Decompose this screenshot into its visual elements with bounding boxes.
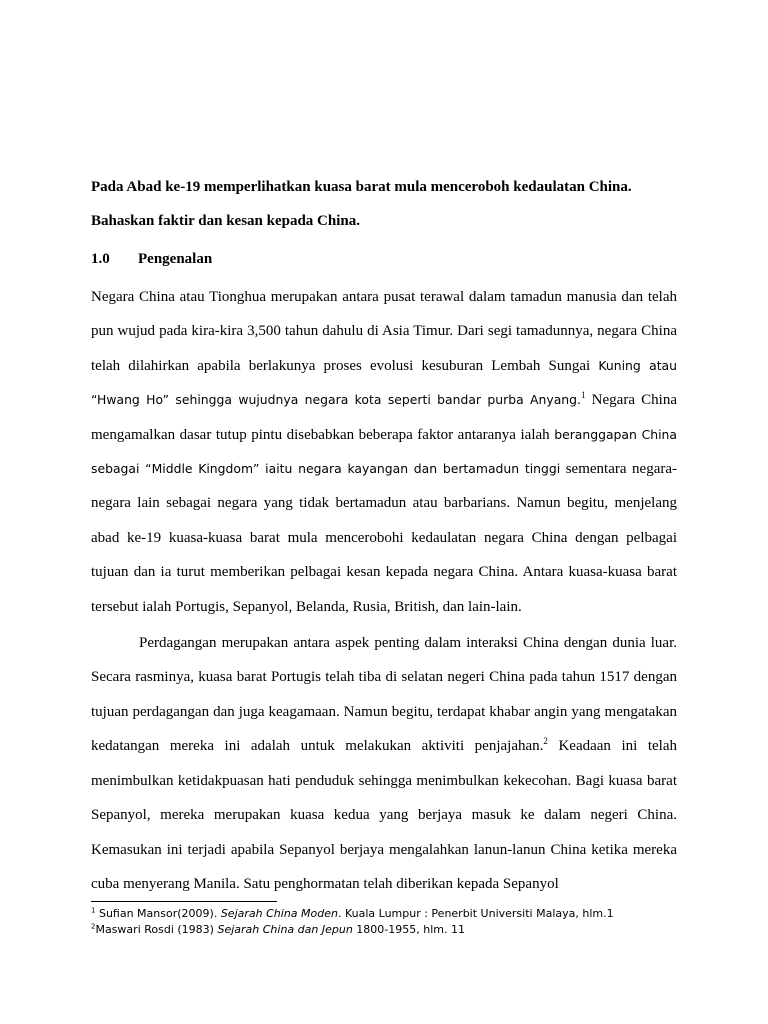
footnote-2-book-title: Sejarah China dan Jepun: [217, 923, 353, 936]
essay-question: [91, 170, 677, 238]
footnote-divider: [91, 901, 277, 902]
section-number: 1.0: [91, 251, 110, 267]
footnote-ref-2: 2: [543, 736, 548, 747]
paragraph-2-text-b: Keadaan ini telah menimbulkan ketidakpuasan hati penduduk sehingga menimbulkan kekecohan. Bagi kuasa barat Sepanyol, mereka merupakan kuasa kedua yang berjaya masuk ke dalam negeri China. Kemasukan ini terjadi apabila Sepanyol berjaya mengalahkan lanun-lanun China ketika mereka cuba menyerang Manila. Satu penghormatan telah diberikan kepada Sepanyol: [91, 738, 677, 892]
paragraph-trade: [91, 626, 677, 901]
paragraph-2-text-a: Perdagangan merupakan antara aspek penting dalam interaksi China dengan dunia luar. Secara rasminya, kuasa barat Portugis telah tiba di selatan negeri China pada tahun 1517 dengan tujuan perdagangan dan juga keagamaan. Namun begitu, terdapat khabar angin yang mengatakan kedatangan mereka ini adalah untuk melakukan aktiviti penjajahan.: [91, 635, 677, 755]
paragraph-1-text-c: Negara China mengamalkan dasar tutup pintu disebabkan beberapa faktor antaranya ialah: [91, 392, 677, 443]
paragraph-1-text-e: sementara negara-negara lain sebagai negara yang tidak bertamadun atau barbarians. Namun begitu, menjelang abad ke-19 kuasa-kuasa barat mula mencerobohi kedaulatan negara China dengan pelbagai tujuan dan ia turut memberikan pelbagai kesan kepada negara China. Antara kuasa-kuasa barat tersebut ialah Portugis, Sepanyol, Belanda, Rusia, British, dan lain-lain.: [91, 461, 678, 615]
essay-question-line-2: Bahaskan faktir dan kesan kepada China.: [91, 213, 360, 229]
footnote-1-author: Sufian Mansor(2009).: [95, 907, 221, 920]
footnote-1-book-title: Sejarah China Moden: [220, 907, 338, 920]
essay-question-line-1: Pada Abad ke-19 memperlihatkan kuasa barat mula menceroboh kedaulatan China.: [91, 179, 632, 195]
footnote-2-details: 1800-1955, hlm. 11: [352, 923, 465, 936]
document-body: [91, 170, 677, 901]
footnote-2-author: Maswari Rosdi (1983): [95, 923, 218, 936]
paragraph-1-text-a: Negara China atau Tionghua merupakan antara pusat terawal dalam tamadun manusia dan telah pun wujud pada kira-kira 3,500 tahun dahulu di Asia Timur. Dari segi tamadunnya, negara China telah dilahirkan apabila berlakunya proses evolusi kesuburan Lembah Sungai: [91, 289, 677, 374]
footnote-2-mark: 2: [91, 922, 96, 931]
paragraph-1-text-b: Kuning atau “Hwang Ho” sehingga wujudnya negara kota seperti bandar purba Anyang.: [91, 357, 678, 408]
footnote-1-mark: 1: [91, 906, 96, 915]
section-title: Pengenalan: [138, 251, 213, 267]
footnote-1: [91, 906, 691, 922]
section-heading: [91, 242, 677, 276]
footnote-1-publisher: . Kuala Lumpur : Penerbit Universiti Malaya, hlm.1: [337, 907, 614, 920]
footnotes: [91, 906, 691, 938]
paragraph-1-text-d: beranggapan China sebagai “Middle Kingdom” iaitu negara kayangan dan bertamadun tinggi: [91, 426, 677, 477]
footnote-2: [91, 922, 691, 938]
footnote-ref-1: 1: [580, 390, 586, 401]
paragraph-introduction: [91, 280, 677, 624]
